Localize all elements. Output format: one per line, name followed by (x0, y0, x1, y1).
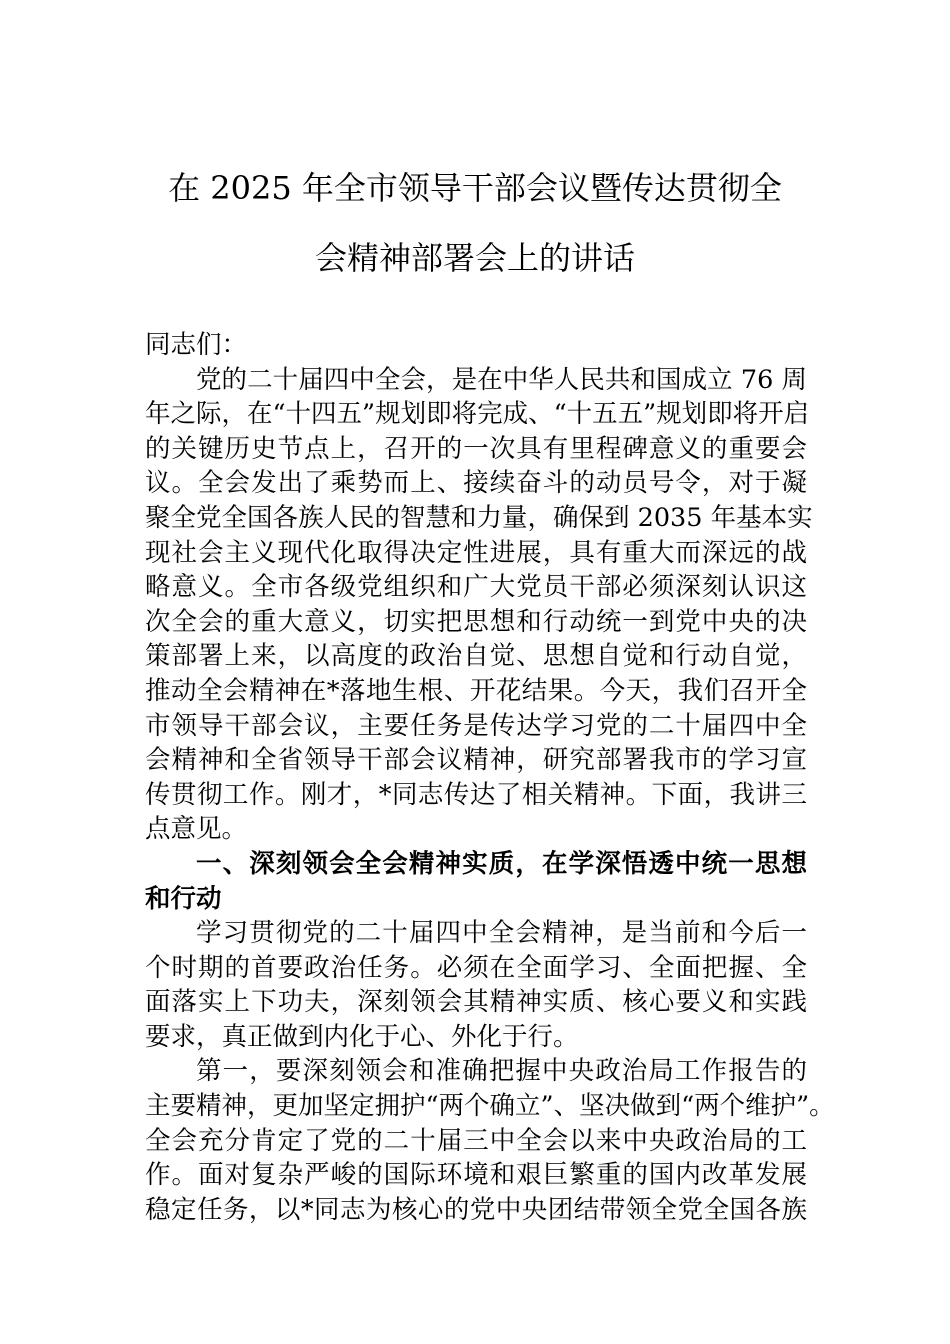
salutation (145, 328, 807, 363)
text-line: 策部署上来，以高度的政治自觉、思想自觉和行动自觉， (145, 641, 807, 672)
text-line: 次全会的重大意义，切实把思想和行动统一到党中央的决 (145, 606, 807, 637)
text-line: 和行动 (145, 883, 222, 914)
text-line: 同志们： (145, 330, 248, 360)
text-line: 要求，真正做到内化于心、外化于行。 (145, 1021, 579, 1052)
section-heading (145, 847, 807, 916)
text-line: 稳定任务，以*同志为核心的党中央团结带领全党全国各族 (145, 1194, 807, 1225)
text-line: 一、深刻领会全会精神实质，在学深悟透中统一思想 (196, 848, 807, 879)
text-line: 会精神和全省领导干部会议精神，研究部署我市的学习宣 (145, 745, 807, 776)
document-title-line-1: 在 2025 年全市领导干部会议暨传达贯彻全 (168, 169, 782, 207)
paragraph (145, 363, 813, 847)
text-line: 市领导干部会议，主要任务是传达学习党的二十届四中全 (145, 710, 807, 741)
text-line: 年之际，在“十四五”规划即将完成、“十五五”规划即将开启 (145, 399, 810, 430)
paragraph (145, 916, 807, 1054)
text-line: 略意义。全市各级党组织和广大党员干部必须深刻认识这 (145, 572, 807, 603)
text-line: 议。全会发出了乘势而上、接续奋斗的动员号令，对于凝 (145, 468, 807, 499)
text-line: 传贯彻工作。刚才，*同志传达了相关精神。下面，我讲三 (145, 779, 807, 810)
paragraph (145, 1054, 835, 1227)
text-line: 聚全党全国各族人民的智慧和力量，确保到 2035 年基本实 (145, 502, 813, 533)
text-line: 面落实上下功夫，深刻领会其精神实质、核心要义和实践 (145, 987, 807, 1018)
text-line: 作。面对复杂严峻的国际环境和艰巨繁重的国内改革发展 (145, 1160, 807, 1191)
text-line: 学习贯彻党的二十届四中全会精神，是当前和今后一 (196, 918, 807, 949)
text-line: 现社会主义现代化取得决定性进展，具有重大而深远的战 (145, 537, 807, 568)
text-line: 推动全会精神在*落地生根、开花结果。今天，我们召开全 (145, 675, 807, 706)
document-body (145, 328, 835, 1227)
text-line: 主要精神，更加坚定拥护“两个确立”、坚决做到“两个维护”。 (145, 1091, 835, 1122)
text-line: 党的二十届四中全会，是在中华人民共和国成立 76 周 (196, 364, 807, 395)
document-title-line-2: 会精神部署会上的讲话 (314, 239, 635, 277)
text-line: 全会充分肯定了党的二十届三中全会以来中央政治局的工 (145, 1125, 807, 1156)
text-line: 的关键历史节点上，召开的一次具有里程碑意义的重要会 (145, 433, 807, 464)
text-line: 点意见。 (145, 814, 248, 845)
text-line: 个时期的首要政治任务。必须在全面学习、全面把握、全 (145, 952, 807, 983)
text-line: 第一，要深刻领会和准确把握中央政治局工作报告的 (196, 1056, 807, 1087)
